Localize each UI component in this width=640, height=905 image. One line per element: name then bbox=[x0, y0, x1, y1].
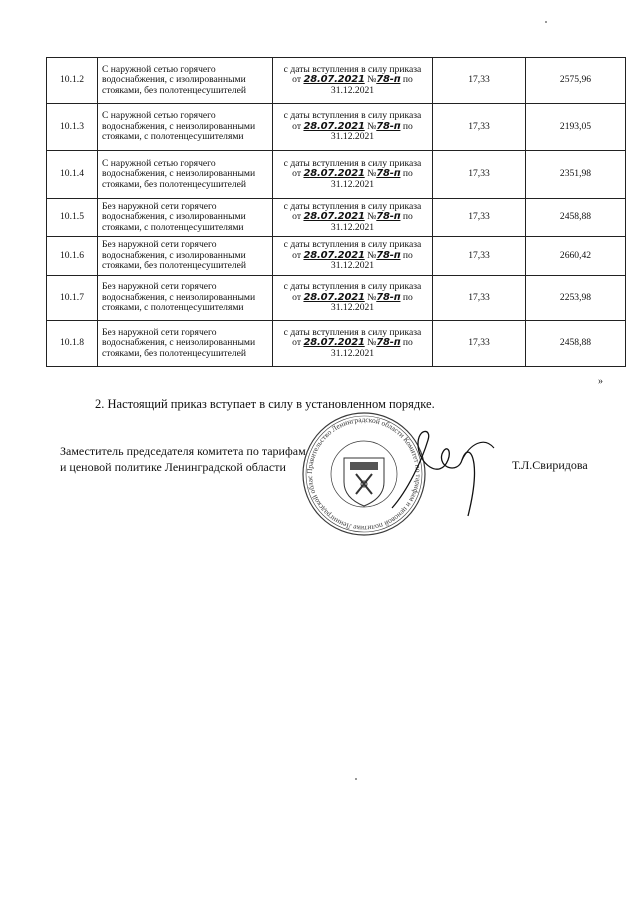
row-value: 2253,98 bbox=[526, 276, 626, 321]
period-prefix: с даты вступления в силу приказа bbox=[283, 157, 422, 169]
period-prefix: с даты вступления в силу приказа bbox=[283, 63, 422, 75]
row-description: С наружной сетью горячего водоснабжения, с неизолированными стояками, без полотенцесушителей bbox=[98, 151, 273, 199]
table-row bbox=[47, 151, 626, 199]
handwritten-order-date: 28.07.2021 bbox=[303, 74, 365, 86]
clause-2-text: 2. Настоящий приказ вступает в силу в установленном порядке. bbox=[95, 397, 435, 411]
row-code: 10.1.4 bbox=[47, 151, 98, 199]
period-order: от 28.07.2021 №78-п по bbox=[292, 120, 413, 132]
closing-quote: » bbox=[598, 376, 603, 387]
row-value: 2575,96 bbox=[526, 58, 626, 104]
row-description: Без наружной сети горячего водоснабжения, с изолированными стояками, без полотенцесушителей bbox=[98, 237, 273, 276]
scan-speck bbox=[355, 778, 357, 780]
period-prefix: с даты вступления в силу приказа bbox=[283, 110, 422, 122]
row-period bbox=[273, 321, 433, 367]
row-rate: 17,33 bbox=[433, 276, 526, 321]
period-order: от 28.07.2021 №78-п по bbox=[292, 168, 413, 180]
signatory-name: Т.Л.Свиридова bbox=[512, 458, 588, 472]
signatory-position bbox=[60, 443, 306, 475]
table-row bbox=[47, 104, 626, 151]
row-value: 2458,88 bbox=[526, 199, 626, 237]
period-order: от 28.07.2021 №78-п по bbox=[292, 249, 413, 261]
row-value: 2193,05 bbox=[526, 104, 626, 151]
handwritten-order-number: 78-п bbox=[376, 120, 401, 132]
row-period bbox=[273, 58, 433, 104]
row-value: 2458,88 bbox=[526, 321, 626, 367]
row-rate: 17,33 bbox=[433, 151, 526, 199]
row-rate: 17,33 bbox=[433, 199, 526, 237]
row-code: 10.1.3 bbox=[47, 104, 98, 151]
row-code: 10.1.5 bbox=[47, 199, 98, 237]
handwritten-order-date: 28.07.2021 bbox=[303, 168, 365, 180]
row-rate: 17,33 bbox=[433, 104, 526, 151]
period-end: 31.12.2021 bbox=[330, 260, 375, 272]
period-end: 31.12.2021 bbox=[330, 178, 375, 190]
table-row bbox=[47, 321, 626, 367]
handwritten-order-date: 28.07.2021 bbox=[303, 291, 365, 303]
period-end: 31.12.2021 bbox=[330, 347, 375, 359]
row-period bbox=[273, 237, 433, 276]
table-row bbox=[47, 276, 626, 321]
signatory-position-line2: и ценовой политике Ленинградской области bbox=[60, 460, 286, 474]
handwritten-order-date: 28.07.2021 bbox=[303, 249, 365, 261]
period-order: от 28.07.2021 №78-п по bbox=[292, 337, 413, 349]
handwritten-order-number: 78-п bbox=[376, 168, 401, 180]
row-description: С наружной сетью горячего водоснабжения, с изолированными стояками, без полотенцесушителей bbox=[98, 58, 273, 104]
row-description: Без наружной сети горячего водоснабжения, с изолированными стояками, с полотенцесушителями bbox=[98, 199, 273, 237]
period-end: 31.12.2021 bbox=[330, 221, 375, 233]
period-order: от 28.07.2021 №78-п по bbox=[292, 291, 413, 303]
period-end: 31.12.2021 bbox=[330, 84, 375, 96]
tariff-table bbox=[46, 57, 626, 367]
row-rate: 17,33 bbox=[433, 321, 526, 367]
row-description: Без наружной сети горячего водоснабжения, с неизолированными стояками, с полотенцесушителями bbox=[98, 276, 273, 321]
row-rate: 17,33 bbox=[433, 58, 526, 104]
period-end: 31.12.2021 bbox=[330, 131, 375, 143]
period-end: 31.12.2021 bbox=[330, 302, 375, 314]
handwritten-order-date: 28.07.2021 bbox=[303, 337, 365, 349]
row-code: 10.1.8 bbox=[47, 321, 98, 367]
handwritten-order-number: 78-п bbox=[376, 291, 401, 303]
row-value: 2351,98 bbox=[526, 151, 626, 199]
row-code: 10.1.7 bbox=[47, 276, 98, 321]
handwritten-order-number: 78-п bbox=[376, 211, 401, 223]
handwritten-order-date: 28.07.2021 bbox=[303, 211, 365, 223]
scan-speck bbox=[545, 21, 547, 23]
handwritten-order-number: 78-п bbox=[376, 337, 401, 349]
handwritten-order-number: 78-п bbox=[376, 249, 401, 261]
row-description: С наружной сетью горячего водоснабжения, с неизолированными стояками, с полотенцесушителями bbox=[98, 104, 273, 151]
handwritten-order-number: 78-п bbox=[376, 74, 401, 86]
table-row bbox=[47, 58, 626, 104]
handwritten-signature bbox=[388, 420, 498, 520]
table-row bbox=[47, 237, 626, 276]
signatory-position-line1: Заместитель председателя комитета по тарифам bbox=[60, 444, 306, 458]
row-code: 10.1.6 bbox=[47, 237, 98, 276]
row-description: Без наружной сети горячего водоснабжения, с неизолированными стояками, без полотенцесушителей bbox=[98, 321, 273, 367]
handwritten-order-date: 28.07.2021 bbox=[303, 120, 365, 132]
period-prefix: с даты вступления в силу приказа bbox=[283, 239, 422, 251]
row-value: 2660,42 bbox=[526, 237, 626, 276]
period-prefix: с даты вступления в силу приказа bbox=[283, 200, 422, 212]
period-prefix: с даты вступления в силу приказа bbox=[283, 281, 422, 293]
row-code: 10.1.2 bbox=[47, 58, 98, 104]
table-row bbox=[47, 199, 626, 237]
period-prefix: с даты вступления в силу приказа bbox=[283, 326, 422, 338]
row-rate: 17,33 bbox=[433, 237, 526, 276]
period-order: от 28.07.2021 №78-п по bbox=[292, 211, 413, 223]
period-order: от 28.07.2021 №78-п по bbox=[292, 74, 413, 86]
row-period bbox=[273, 199, 433, 237]
row-period bbox=[273, 151, 433, 199]
row-period bbox=[273, 104, 433, 151]
svg-text:Правительство Ленинградской об: Правительство Ленинградской области Комитет по тарифам и ценовой политике Ленинградской облас bbox=[304, 414, 424, 534]
row-period bbox=[273, 276, 433, 321]
